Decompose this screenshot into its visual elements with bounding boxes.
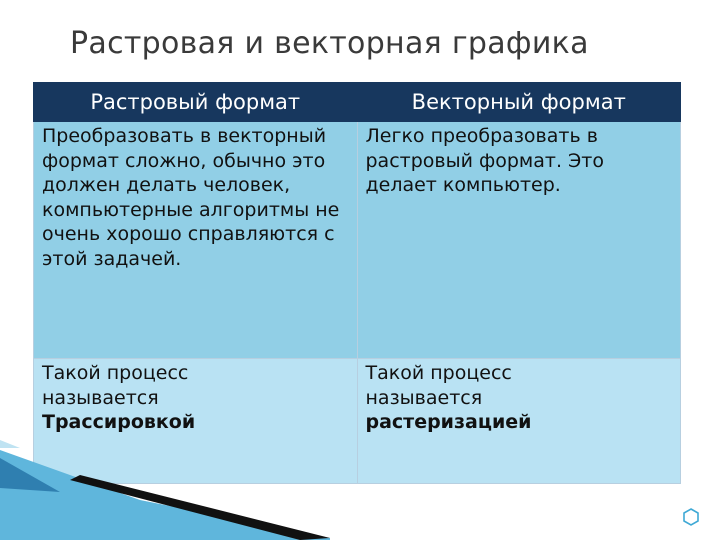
raster-process-term: Трассировкой [42,411,196,433]
comparison-table-container [33,82,681,484]
comparison-table [33,82,681,484]
vector-process-line2: называется [365,386,483,409]
raster-process-line2: называется [42,386,159,409]
swoosh-tip [0,440,20,448]
decorative-swoosh [0,440,720,540]
corner-hexagon-icon [682,508,700,526]
table-row [34,122,681,359]
cell-vector-conversion: Легко преобразовать в растровый формат. Это делает компьютер. [357,122,681,359]
table-header-row [34,83,681,122]
cell-raster-conversion: Преобразовать в векторный формат сложно, обычно это должен делать человек, компьютерные алгоритмы не очень хорошо справляются с этой задачей. [34,122,358,359]
vector-process-term: растеризацией [365,411,532,433]
vector-process-line1: Такой процесс [365,362,512,384]
slide-title: Растровая и векторная графика [70,26,589,61]
header-vector-format: Векторный формат [357,83,681,122]
raster-process-line1: Такой процесс [42,362,189,384]
header-raster-format: Растровый формат [34,83,358,122]
